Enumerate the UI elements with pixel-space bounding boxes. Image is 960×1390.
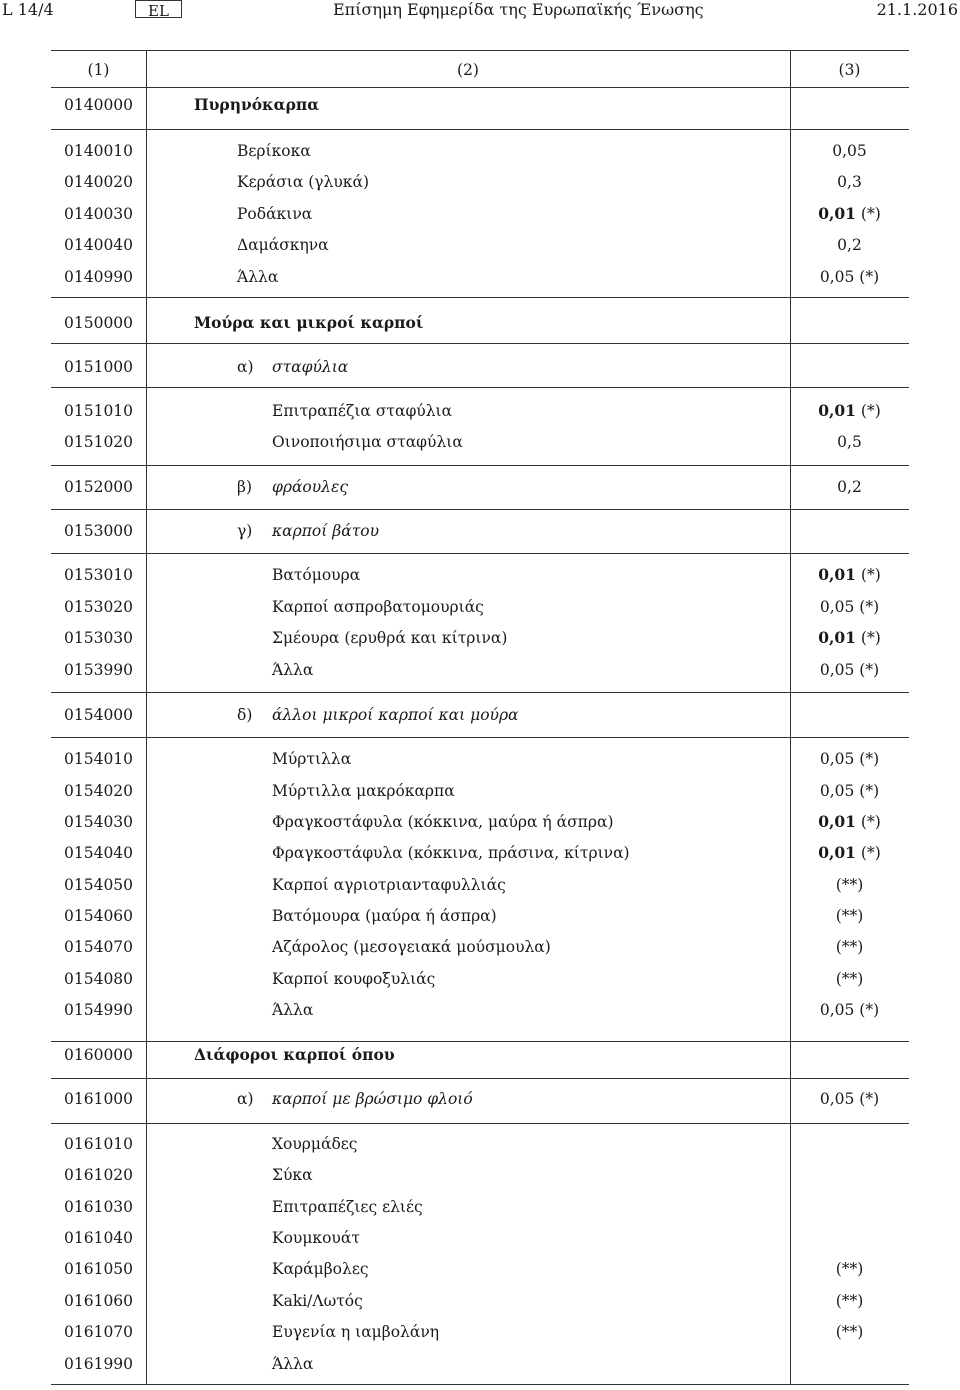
product-name: Άλλα [272, 1355, 314, 1373]
subgroup-label: α) [237, 1090, 254, 1108]
table-row [51, 400, 909, 422]
residue-limit: 0,2 [837, 478, 862, 496]
product-code: 0140000 [64, 96, 134, 114]
residue-limit-value: 0,01 [818, 843, 856, 862]
residue-limit: (**) [835, 907, 864, 925]
footnote-marker: (*) [855, 813, 881, 831]
product-code: 0140990 [64, 268, 134, 286]
product-name: Ροδάκινα [237, 205, 313, 223]
page-number: L 14/4 [2, 0, 54, 19]
product-name: Φραγκοστάφυλα (κόκκινα, πράσινα, κίτρινα) [272, 844, 630, 862]
product-code: 0161010 [64, 1135, 134, 1153]
product-name: Άλλα [237, 268, 279, 286]
table-row [51, 811, 909, 833]
product-code: 0140030 [64, 205, 134, 223]
residue-limit [790, 203, 909, 225]
residue-limit: (**) [835, 1260, 864, 1278]
product-name: Μούρα και μικροί καρποί [194, 313, 424, 332]
footnote-marker: (*) [855, 402, 881, 420]
row-divider [51, 553, 909, 554]
row-divider [51, 87, 909, 88]
col-header-limit: (3) [838, 61, 861, 79]
product-code: 0154990 [64, 1001, 134, 1019]
table-row [51, 659, 909, 681]
product-code: 0154030 [64, 813, 134, 831]
product-name: Ευγενία η ιαμβολάνη [272, 1323, 440, 1341]
table-row [51, 936, 909, 958]
product-name: άλλοι μικροί καρποί και μούρα [272, 706, 519, 724]
product-code: 0161050 [64, 1260, 134, 1278]
product-code: 0151000 [64, 358, 134, 376]
product-code: 0154000 [64, 706, 134, 724]
subgroup-label: δ) [237, 706, 253, 724]
residue-limit-value: 0,01 [818, 812, 856, 831]
table-row [51, 627, 909, 649]
residue-limit: (**) [835, 1292, 864, 1310]
residue-limit: 0,3 [837, 173, 862, 191]
table-row [51, 312, 909, 334]
table-row [51, 1164, 909, 1186]
row-divider [51, 1041, 909, 1042]
row-divider [51, 1123, 909, 1124]
col-header-code: (1) [87, 61, 110, 79]
product-code: 0154010 [64, 750, 134, 768]
table-row [51, 1258, 909, 1280]
residue-limit: (**) [835, 1323, 864, 1341]
product-code: 0161040 [64, 1229, 134, 1247]
table-row [51, 1044, 909, 1066]
product-name: Δαμάσκηνα [237, 236, 329, 254]
residue-limit [790, 811, 909, 833]
residue-limit: 0,05 (*) [819, 750, 880, 768]
table-row [51, 1353, 909, 1375]
table-row [51, 1290, 909, 1312]
table-row [51, 431, 909, 453]
product-name: Καράμβολες [272, 1260, 369, 1278]
product-name: Kaki/Λωτός [272, 1292, 363, 1310]
table-row [51, 140, 909, 162]
product-name: καρποί με βρώσιμο φλοιό [272, 1090, 473, 1108]
product-code: 0161070 [64, 1323, 134, 1341]
product-code: 0153020 [64, 598, 134, 616]
product-code: 0153000 [64, 522, 134, 540]
product-name: καρποί βάτου [272, 522, 380, 540]
residue-limit: 0,05 (*) [819, 782, 880, 800]
table-row [51, 266, 909, 288]
residue-limit-value: 0,01 [818, 204, 856, 223]
table-row [51, 171, 909, 193]
product-name: Καρποί αγριοτριανταφυλλιάς [272, 876, 506, 894]
product-name: Καρποί ασπροβατομουριάς [272, 598, 484, 616]
table-row [51, 203, 909, 225]
table-row [51, 520, 909, 542]
product-code: 0150000 [64, 314, 134, 332]
residue-limit-value: 0,01 [818, 628, 856, 647]
product-name: Βερίκοκα [237, 142, 311, 160]
product-name: Χουρμάδες [272, 1135, 358, 1153]
residue-limit: 0,05 (*) [819, 661, 880, 679]
product-code: 0140020 [64, 173, 134, 191]
product-name: Αζάρολος (μεσογειακά μούσμουλα) [272, 938, 551, 956]
product-code: 0140010 [64, 142, 134, 160]
product-code: 0152000 [64, 478, 134, 496]
publication-date: 21.1.2016 [876, 0, 958, 19]
product-code: 0153010 [64, 566, 134, 584]
product-code: 0154060 [64, 907, 134, 925]
mrl-table [51, 50, 909, 1385]
product-name: Κουμκουάτ [272, 1229, 360, 1247]
product-code: 0160000 [64, 1046, 134, 1064]
product-name: Καρποί κουφοξυλιάς [272, 970, 436, 988]
row-divider [51, 387, 909, 388]
row-divider [51, 465, 909, 466]
table-row [51, 842, 909, 864]
product-code: 0154070 [64, 938, 134, 956]
residue-limit: (**) [835, 938, 864, 956]
table-row [51, 234, 909, 256]
product-code: 0161020 [64, 1166, 134, 1184]
residue-limit: 0,05 (*) [819, 268, 880, 286]
subgroup-label: γ) [237, 522, 253, 540]
table-header-row [51, 59, 909, 81]
language-badge: EL [135, 0, 182, 18]
residue-limit [790, 627, 909, 649]
table-row [51, 1196, 909, 1218]
table-row [51, 874, 909, 896]
product-name: Μύρτιλλα μακρόκαρπα [272, 782, 455, 800]
product-code: 0161990 [64, 1355, 134, 1373]
residue-limit: 0,5 [837, 433, 862, 451]
product-name: Πυρηνόκαρπα [194, 95, 320, 114]
table-row [51, 1088, 909, 1110]
residue-limit [790, 400, 909, 422]
row-divider [51, 692, 909, 693]
row-divider [51, 343, 909, 344]
row-divider [51, 509, 909, 510]
product-code: 0153030 [64, 629, 134, 647]
table-row [51, 748, 909, 770]
product-code: 0154020 [64, 782, 134, 800]
product-name: Μύρτιλλα [272, 750, 352, 768]
residue-limit: 0,05 [832, 142, 867, 160]
product-code: 0161060 [64, 1292, 134, 1310]
residue-limit: 0,05 (*) [819, 1001, 880, 1019]
row-divider [51, 737, 909, 738]
residue-limit: (**) [835, 970, 864, 988]
table-row [51, 564, 909, 586]
product-name: Οινοποιήσιμα σταφύλια [272, 433, 463, 451]
table-row [51, 1133, 909, 1155]
subgroup-label: β) [237, 478, 253, 496]
table-row [51, 704, 909, 726]
product-name: Βατόμουρα (μαύρα ή άσπρα) [272, 907, 497, 925]
subgroup-label: α) [237, 358, 254, 376]
footnote-marker: (*) [855, 629, 881, 647]
product-code: 0151020 [64, 433, 134, 451]
row-divider [51, 297, 909, 298]
product-name: Άλλα [272, 1001, 314, 1019]
residue-limit-value: 0,01 [818, 565, 856, 584]
residue-limit: (**) [835, 876, 864, 894]
product-name: φράουλες [272, 478, 349, 496]
table-row [51, 999, 909, 1021]
table-row [51, 968, 909, 990]
residue-limit: 0,05 (*) [819, 1090, 880, 1108]
product-code: 0153990 [64, 661, 134, 679]
footnote-marker: (*) [855, 844, 881, 862]
journal-title: Επίσημη Εφημερίδα της Ευρωπαϊκής Ένωσης [333, 0, 704, 19]
table-row [51, 1321, 909, 1343]
product-code: 0151010 [64, 402, 134, 420]
footnote-marker: (*) [855, 205, 881, 223]
product-name: Σύκα [272, 1166, 313, 1184]
product-code: 0140040 [64, 236, 134, 254]
product-name: Φραγκοστάφυλα (κόκκινα, μαύρα ή άσπρα) [272, 813, 614, 831]
product-code: 0161030 [64, 1198, 134, 1216]
col-header-product: (2) [457, 61, 479, 79]
product-code: 0154040 [64, 844, 134, 862]
product-name: Βατόμουρα [272, 566, 361, 584]
product-name: Κεράσια (γλυκά) [237, 173, 369, 191]
residue-limit [790, 564, 909, 586]
product-name: Επιτραπέζιες ελιές [272, 1198, 423, 1216]
table-row [51, 596, 909, 618]
product-name: Άλλα [272, 661, 314, 679]
table-row [51, 780, 909, 802]
product-code: 0154080 [64, 970, 134, 988]
residue-limit: 0,2 [837, 236, 862, 254]
product-code: 0161000 [64, 1090, 134, 1108]
table-row [51, 94, 909, 116]
residue-limit-value: 0,01 [818, 401, 856, 420]
product-name: Διάφοροι καρποί όπου [194, 1045, 395, 1064]
table-row [51, 905, 909, 927]
footnote-marker: (*) [855, 566, 881, 584]
residue-limit [790, 842, 909, 864]
product-name: Επιτραπέζια σταφύλια [272, 402, 453, 420]
product-code: 0154050 [64, 876, 134, 894]
table-row [51, 1227, 909, 1249]
product-name: σταφύλια [272, 358, 349, 376]
residue-limit: 0,05 (*) [819, 598, 880, 616]
row-divider [51, 1078, 909, 1079]
row-divider [51, 129, 909, 130]
table-row [51, 356, 909, 378]
product-name: Σμέουρα (ερυθρά και κίτρινα) [272, 629, 508, 647]
page-header [0, 0, 960, 22]
table-row [51, 476, 909, 498]
